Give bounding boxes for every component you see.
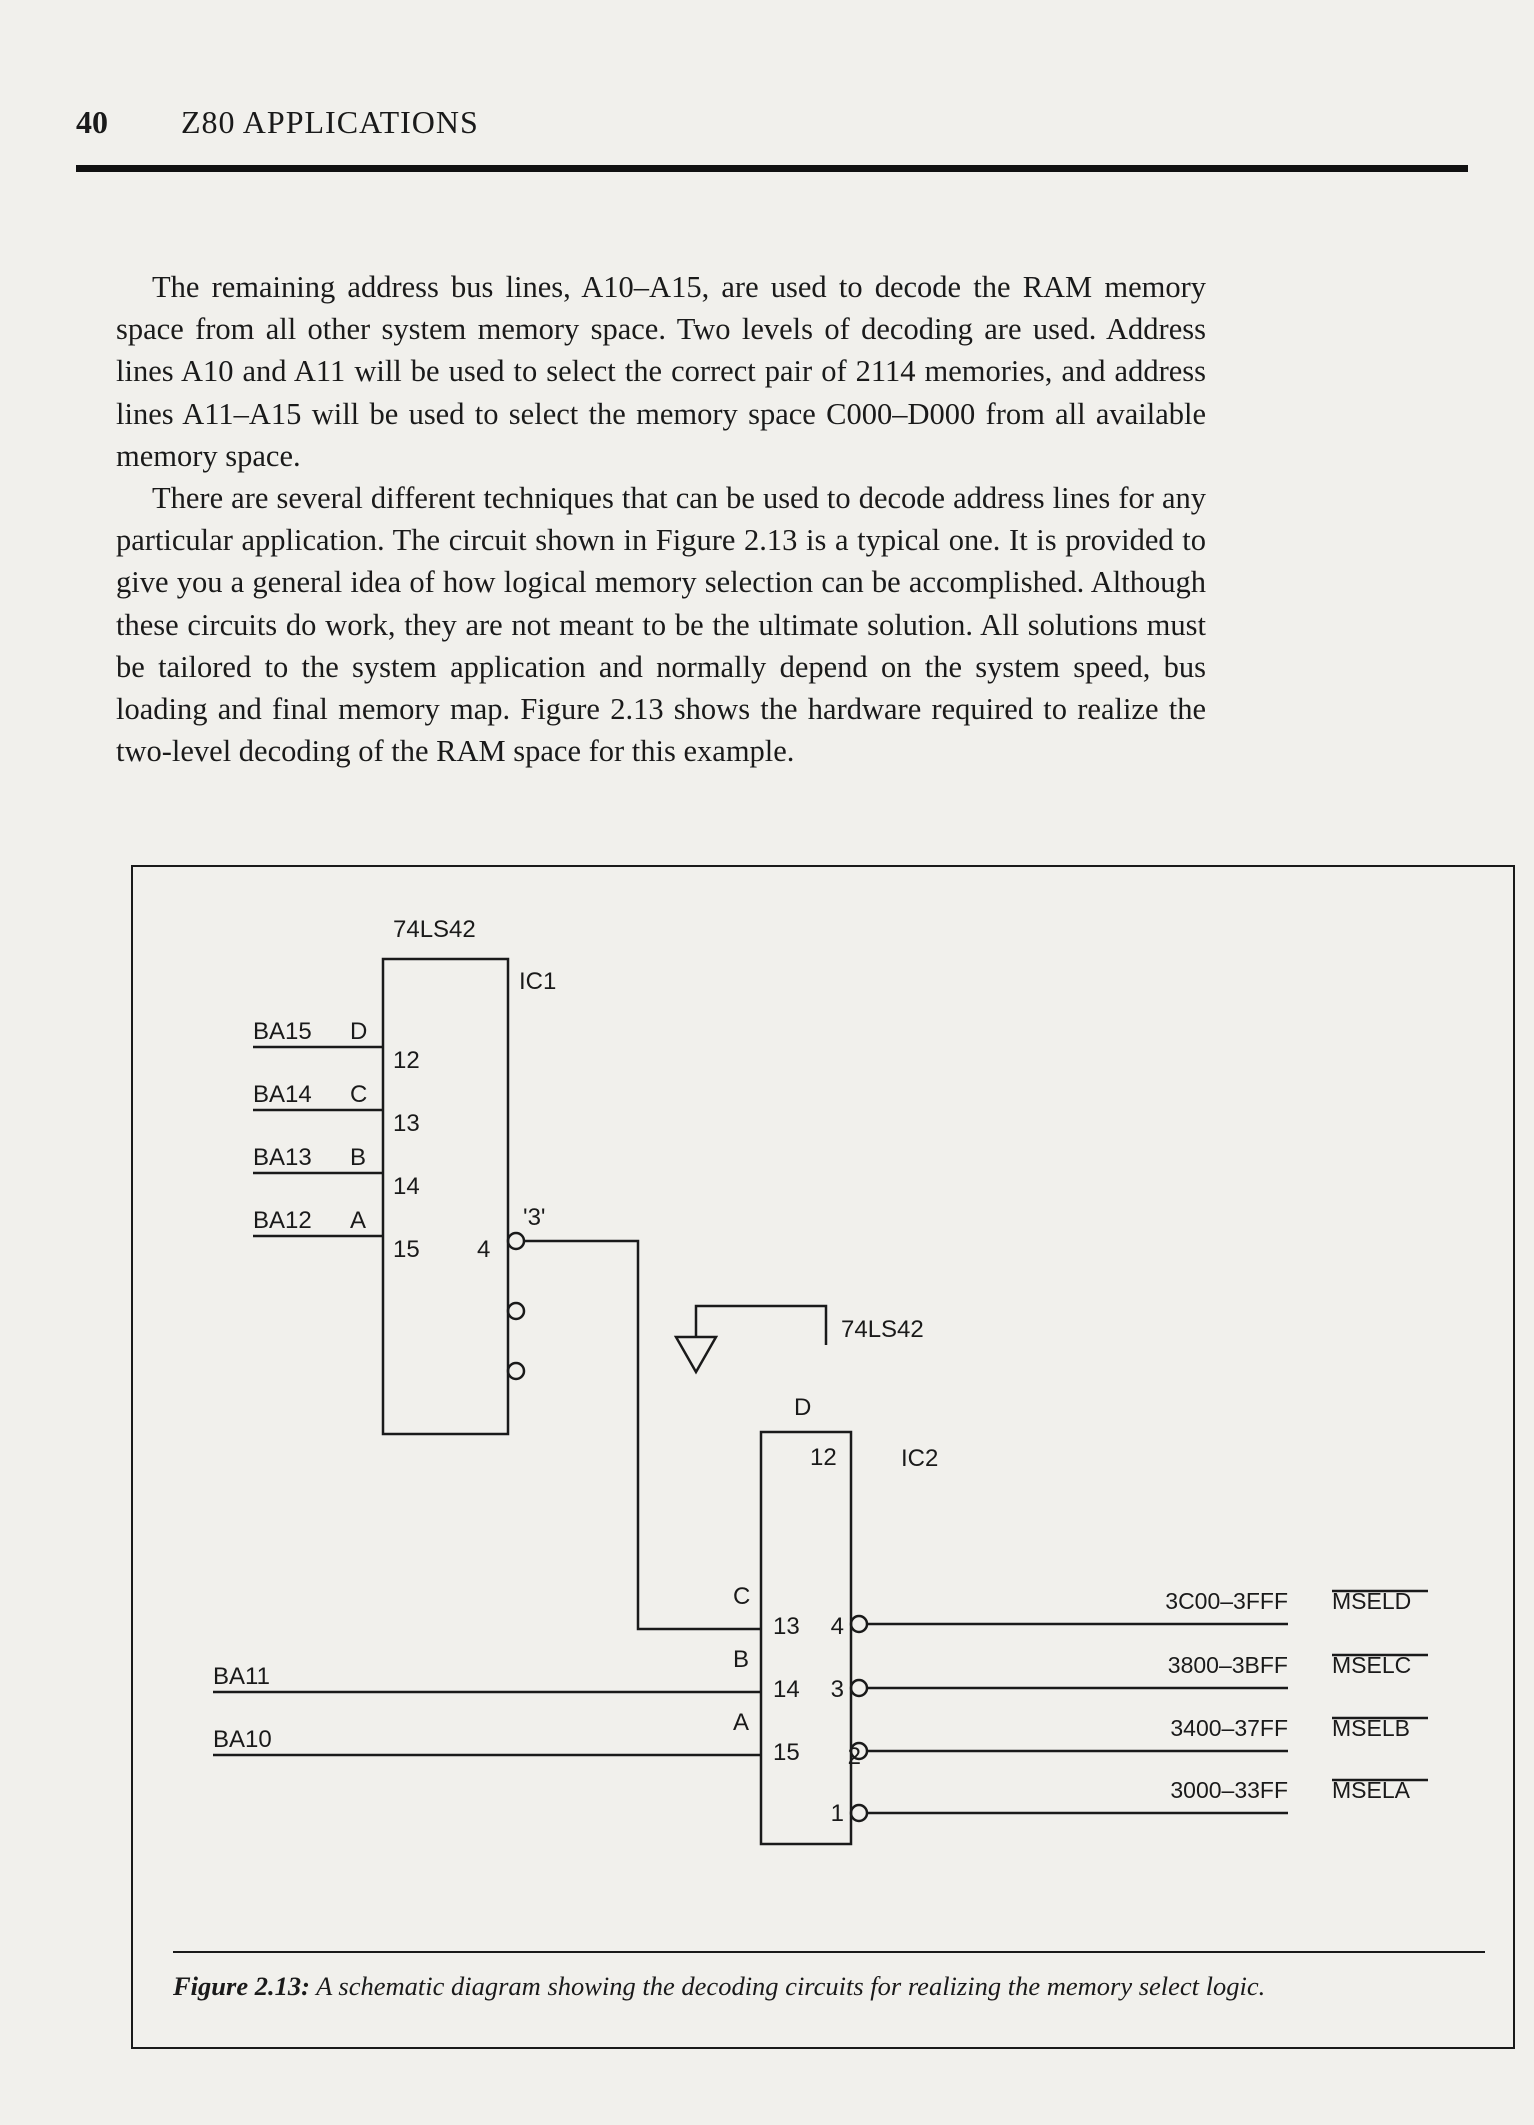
ic2-part-label: 74LS42 xyxy=(841,1316,924,1343)
ic2-signal-label: BA10 xyxy=(213,1726,272,1753)
ic2-output-bubble xyxy=(851,1616,867,1632)
ic1-signal-label: BA14 xyxy=(253,1081,312,1108)
ic1-signal-label: BA12 xyxy=(253,1207,312,1234)
schematic-diagram xyxy=(133,867,1517,2051)
output-address-range: 3000–33FF xyxy=(1170,1777,1288,1803)
ic2-output-pin-label: 2 xyxy=(847,1743,861,1770)
ic2-input-label: A xyxy=(733,1709,750,1736)
header-rule xyxy=(76,165,1468,172)
ic1-ref-label: IC1 xyxy=(519,968,557,995)
output-signal-name: MSELA xyxy=(1332,1777,1410,1803)
ic1-input-label: D xyxy=(350,1018,368,1045)
ic2-pin-label: 12 xyxy=(810,1444,837,1471)
ic1-output-bubble xyxy=(508,1233,524,1249)
ic1-to-ic2-wire xyxy=(524,1241,761,1629)
ic2-input-label: B xyxy=(733,1646,750,1673)
ic1-input-label: C xyxy=(350,1081,368,1108)
body-text xyxy=(116,266,1206,772)
ic1-pin-label: 14 xyxy=(393,1173,420,1200)
running-head: Z80 APPLICATIONS xyxy=(181,104,479,140)
ic1-output-bubble xyxy=(508,1303,524,1319)
ground-symbol xyxy=(676,1337,716,1372)
ic1-pin-label: 13 xyxy=(393,1110,420,1137)
paragraph-1: The remaining address bus lines, A10–A15, are used to decode the RAM memory space from all other system memory space. Two levels of decoding are used. Address lines A10 and A11 will be used to select the correct pair of 2114 memories, and address lines A11–A15 will be used to select the memory space C000–D000 from all available memory space. xyxy=(116,270,1206,473)
ic1-input-label: A xyxy=(350,1207,367,1234)
output-address-range: 3C00–3FFF xyxy=(1165,1588,1288,1614)
ic2-pin-label: 13 xyxy=(773,1613,800,1640)
ic1-pin-label: 12 xyxy=(393,1047,420,1074)
ic1-signal-label: BA15 xyxy=(253,1018,312,1045)
figure-caption xyxy=(173,1971,1493,2002)
paragraph-2: There are several different techniques that can be used to decode address lines for any particular application. The circuit shown in Figure 2.13 is a typical one. It is provided to give you a general idea of how logical memory selection can be accomplished. Although these circuits do work, they are not meant to be the ultimate solution. All solutions must be tailored to the system application and normally depend on the system speed, bus loading and final memory map. Figure 2.13 shows the hardware required to realize the two-level decoding of the RAM space for this example. xyxy=(116,481,1206,769)
ic1-part-label: 74LS42 xyxy=(393,916,476,943)
output-signal-name: MSELC xyxy=(1332,1652,1412,1678)
ic2-pin-label: 14 xyxy=(773,1676,800,1703)
ic2-output-pin-label: 4 xyxy=(830,1613,844,1640)
ic1-output-bubble xyxy=(508,1363,524,1379)
ic2-input-label: D xyxy=(794,1394,812,1421)
caption-label: Figure 2.13: xyxy=(173,1971,310,2001)
ic2-output-pin-label: 3 xyxy=(830,1676,844,1703)
output-signal-name: MSELD xyxy=(1332,1588,1412,1614)
ic2-ref-label: IC2 xyxy=(901,1445,939,1472)
output-signal-name: MSELB xyxy=(1332,1715,1410,1741)
ic2-output-pin-label: 1 xyxy=(830,1800,844,1827)
ic1-signal-label: BA13 xyxy=(253,1144,312,1171)
page-number: 40 xyxy=(76,104,108,140)
output-address-range: 3400–37FF xyxy=(1170,1715,1288,1741)
caption-rule xyxy=(173,1951,1485,1953)
ic2-input-label: C xyxy=(733,1583,751,1610)
ic2-signal-label: BA11 xyxy=(213,1663,270,1690)
output-address-range: 3800–3BFF xyxy=(1167,1652,1288,1678)
ic1-input-label: B xyxy=(350,1144,367,1171)
page-header xyxy=(76,104,1466,148)
caption-text: A schematic diagram showing the decoding circuits for realizing the memory select logic. xyxy=(309,1971,1266,2001)
ic2-pin-label: 15 xyxy=(773,1739,800,1766)
ic1-output-label: '3' xyxy=(523,1204,546,1231)
ic1-pin-label: 15 xyxy=(393,1236,420,1263)
ic2-output-bubble xyxy=(851,1805,867,1821)
ic2-output-bubble xyxy=(851,1680,867,1696)
figure-box xyxy=(131,865,1515,2049)
ic1-output-pin-label: 4 xyxy=(477,1236,491,1263)
